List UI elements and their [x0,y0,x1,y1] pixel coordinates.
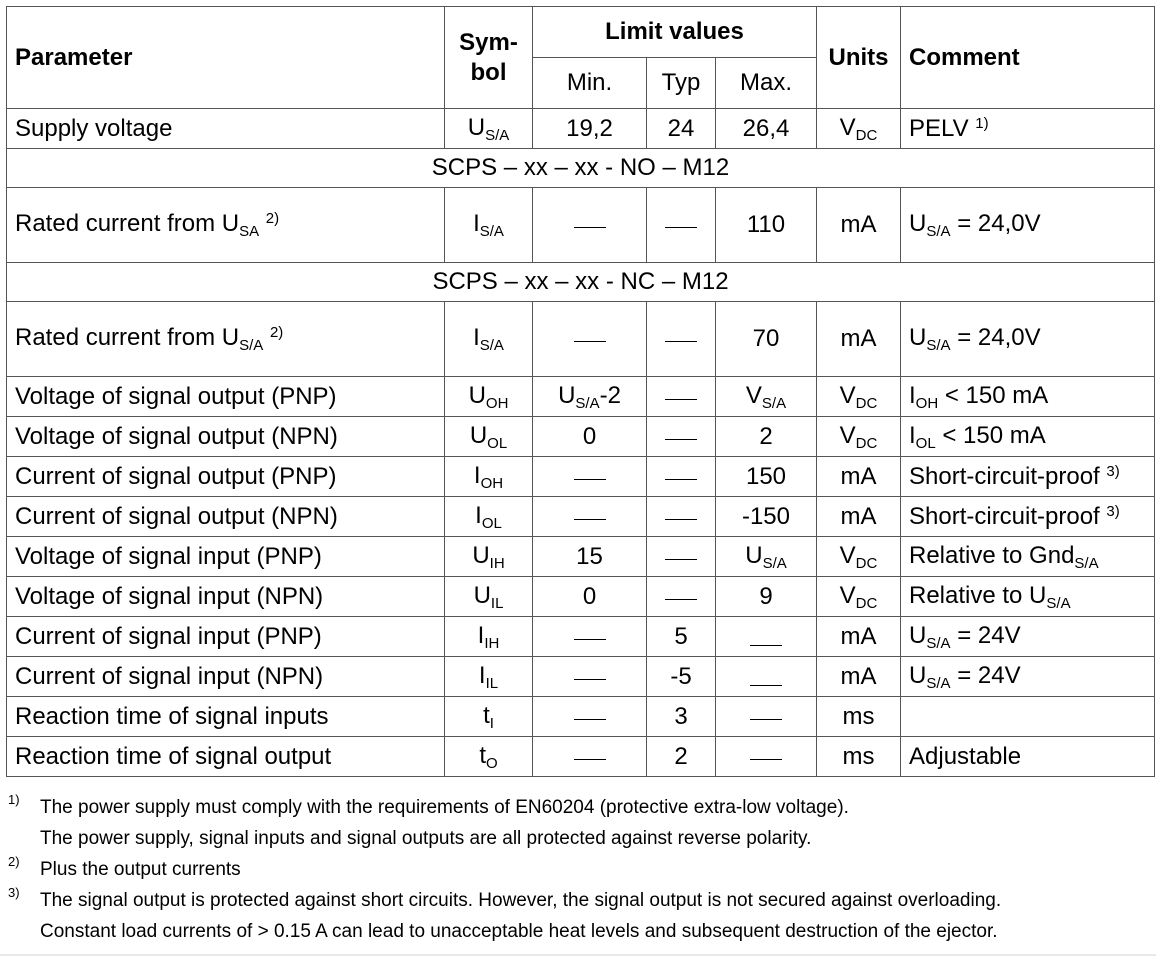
cell-units [817,302,901,377]
cell-typ [647,617,716,657]
cell-parameter [7,617,445,657]
cell-typ [647,737,716,777]
units-text: mA [840,211,877,238]
cell-typ [647,109,716,149]
dash-mark [574,341,606,342]
cell-min-text: 0 [582,582,597,610]
cell-max [716,657,817,697]
parameter-text: Rated current from U [15,324,240,351]
cell-parameter [7,657,445,697]
cell-units [817,537,901,577]
units-text: V [839,113,856,141]
section-row [7,263,1155,302]
dash-mark [665,399,697,400]
cell-min [533,737,647,777]
cell-typ [647,697,716,737]
units-text: mA [840,325,877,352]
table-row [7,497,1155,537]
units-subscript: DC [855,594,878,612]
table-row [7,617,1155,657]
units-text: mA [840,502,877,530]
cell-max-text: -150 [741,502,791,530]
cell-min [533,697,647,737]
cell-typ-text: 24 [667,114,695,142]
cell-symbol [445,737,533,777]
parameter-text: Current of signal output (NPN) [15,502,338,530]
cell-typ [647,657,716,697]
cell-comment [901,188,1155,263]
units-text: V [839,421,856,449]
table-row [7,737,1155,777]
parameter-text: Reaction time of signal output [15,742,332,770]
comment-suffix: = 24,0V [950,210,1041,237]
footnote-ref: 1) [975,114,989,132]
cell-min [533,497,647,537]
cell-symbol [445,617,533,657]
header-max: Max. [716,58,817,109]
units-text: V [839,381,856,409]
parameter-text: Voltage of signal input (NPN) [15,582,324,610]
dash-mark [750,759,782,760]
footnote-line: The power supply, signal inputs and signal outputs are all protected against reverse polarity. [40,828,812,849]
parameter-text: Reaction time of signal inputs [15,702,329,730]
footnote-line: The signal output is protected against short circuits. However, the signal output is not secured against overloading. [40,890,1002,911]
comment-text: U [909,661,927,689]
header-comment: Comment [901,7,1155,109]
cell-max [716,188,817,263]
comment-subscript: OL [915,434,936,452]
cell-max [716,497,817,537]
header-typ: Typ [647,58,716,109]
header-parameter: Parameter [7,7,445,109]
cell-parameter [7,109,445,149]
parameter-text: Voltage of signal output (PNP) [15,382,337,410]
cell-typ-text: -5 [670,662,692,690]
cell-symbol [445,188,533,263]
symbol-subscript: OL [487,434,508,452]
parameter-text: Voltage of signal input (PNP) [15,542,322,570]
comment-text: U [909,621,927,649]
footnote [6,792,1154,854]
comment-subscript: S/A [926,223,951,240]
units-text: mA [840,662,877,690]
cell-comment [901,302,1155,377]
symbol-text: t [483,701,490,729]
cell-units [817,109,901,149]
header-units: Units [817,7,901,109]
cell-typ [647,417,716,457]
cell-units [817,737,901,777]
table-row [7,697,1155,737]
cell-units [817,497,901,537]
symbol-text: I [475,501,482,529]
cell-max-text: 26,4 [742,114,790,142]
cell-min-text: 0 [582,422,597,450]
comment-text: Adjustable [909,742,1022,770]
symbol-subscript: OH [485,394,509,412]
comment-subscript: S/A [926,337,951,354]
cell-typ-text: 2 [674,742,688,770]
cell-comment [901,457,1155,497]
symbol-text: I [477,621,485,649]
cell-parameter [7,377,445,417]
cell-parameter [7,697,445,737]
cell-comment [901,577,1155,617]
cell-max-text: U [745,541,763,569]
cell-comment [901,109,1155,149]
units-text: ms [842,742,875,770]
units-text: mA [840,462,877,490]
symbol-subscript: IL [490,594,504,612]
dash-mark [665,519,697,520]
cell-parameter [7,302,445,377]
comment-text: Relative to Gnd [909,541,1075,569]
units-text: V [839,541,856,569]
cell-comment [901,697,1155,737]
table-row [7,188,1155,263]
comment-text: I [909,421,916,449]
footnote-number: 2) [8,854,20,869]
comment-subscript: S/A [1046,594,1071,612]
comment-suffix: < 150 mA [938,381,1049,409]
cell-max [716,737,817,777]
footnote-ref: 3) [1106,462,1120,480]
comment-text: Relative to U [909,581,1047,609]
dash-mark [574,519,606,520]
footnote-ref: 2) [265,210,280,227]
cell-max [716,577,817,617]
units-text: V [839,581,856,609]
cell-min [533,577,647,617]
comment-text: U [909,324,927,351]
cell-typ [647,377,716,417]
dash-mark [750,719,782,720]
cell-min-suffix: -2 [599,381,621,409]
table-row [7,377,1155,417]
cell-max-text: 150 [745,462,787,490]
table-row [7,457,1155,497]
units-subscript: DC [855,554,878,572]
comment-suffix: < 150 mA [935,421,1046,449]
cell-units [817,417,901,457]
cell-parameter [7,497,445,537]
dash-mark [750,645,782,646]
cell-symbol [445,577,533,617]
cell-min [533,109,647,149]
cell-max [716,537,817,577]
cell-symbol [445,457,533,497]
footnote-line: The power supply must comply with the requirements of EN60204 (protective extra-low voltage). [40,797,849,818]
cell-units [817,577,901,617]
footnote-line: Plus the output currents [40,859,241,880]
cell-min [533,302,647,377]
dash-mark [665,341,697,342]
cell-max [716,109,817,149]
section-row [7,149,1155,188]
comment-suffix: = 24V [950,661,1021,689]
cell-max-text: V [745,381,762,409]
dash-mark [665,599,697,600]
table-row [7,109,1155,149]
parameter-text: Current of signal output (PNP) [15,462,337,490]
cell-symbol [445,497,533,537]
table-row [7,657,1155,697]
cell-min [533,377,647,417]
symbol-subscript: OH [480,474,504,492]
parameter-text: Rated current from U [15,210,240,237]
cell-min [533,417,647,457]
parameter-text: Voltage of signal output (NPN) [15,422,338,450]
cell-comment [901,417,1155,457]
parameter-subscript: S/A [239,337,264,354]
parameter-text: Current of signal input (NPN) [15,662,324,690]
cell-typ-text: 3 [674,702,688,730]
cell-max-text: 70 [752,325,780,352]
cell-symbol [445,537,533,577]
cell-max [716,302,817,377]
cell-max [716,697,817,737]
cell-symbol [445,109,533,149]
cell-typ [647,188,716,263]
cell-symbol [445,657,533,697]
cell-typ [647,497,716,537]
cell-parameter [7,537,445,577]
cell-max-text: 2 [759,422,773,450]
cell-min [533,457,647,497]
cell-symbol [445,697,533,737]
specification-table [6,6,1155,777]
cell-comment [901,377,1155,417]
cell-max [716,377,817,417]
cell-units [817,457,901,497]
table-body [7,109,1155,777]
cell-comment [901,737,1155,777]
cell-min [533,188,647,263]
cell-typ [647,577,716,617]
table-row [7,537,1155,577]
units-text: ms [842,702,875,730]
cell-typ-text: 5 [674,622,688,650]
units-subscript: DC [855,394,878,412]
dash-mark [574,227,606,228]
footnote-ref: 2) [269,324,284,341]
table-row [7,577,1155,617]
symbol-subscript: S/A [485,126,510,144]
cell-min [533,617,647,657]
cell-parameter [7,737,445,777]
comment-subscript: OH [915,394,939,412]
symbol-text: I [473,210,480,237]
comment-text: PELV [909,114,969,142]
comment-text: I [909,381,916,409]
dash-mark [665,227,697,228]
cell-typ [647,457,716,497]
cell-symbol [445,302,533,377]
cell-min-text: 15 [576,542,603,570]
cell-units [817,657,901,697]
symbol-text: I [478,661,486,689]
comment-subscript: S/A [1074,554,1099,572]
cell-units [817,617,901,657]
cell-min [533,657,647,697]
bottom-divider [0,954,1156,956]
cell-comment [901,497,1155,537]
cell-min-text: U [558,381,576,409]
symbol-subscript: S/A [479,337,504,354]
footnote-number: 3) [8,885,20,900]
footnote [6,854,1154,885]
footnote-number: 1) [8,792,20,807]
dash-mark [574,479,606,480]
parameter-text: Current of signal input (PNP) [15,622,322,650]
symbol-subscript: IL [485,674,499,692]
symbol-subscript: O [486,754,498,772]
comment-text: Short-circuit-proof [909,462,1100,490]
comment-text: U [909,210,927,237]
symbol-subscript: OL [481,514,502,532]
comment-suffix: = 24V [950,621,1021,649]
dash-mark [750,685,782,686]
units-subscript: DC [855,126,878,144]
footnotes [6,792,1154,947]
symbol-subscript: S/A [479,223,504,240]
cell-parameter [7,577,445,617]
dash-mark [574,719,606,720]
cell-parameter [7,457,445,497]
symbol-text: I [473,324,480,351]
symbol-text: I [473,461,481,489]
dash-mark [574,679,606,680]
cell-max [716,617,817,657]
comment-suffix: = 24,0V [950,324,1041,351]
symbol-text: U [472,541,490,569]
cell-symbol [445,377,533,417]
section-label: SCPS – xx – xx - NC – M12 [7,263,1155,302]
table-row [7,417,1155,457]
header-limit-values: Limit values [533,7,817,58]
cell-max [716,417,817,457]
header-symbol [445,7,533,109]
dash-mark [574,759,606,760]
parameter-text: Supply voltage [15,114,173,142]
dash-mark [665,559,697,560]
header-min: Min. [533,58,647,109]
footnote-ref: 3) [1106,502,1120,520]
units-text: mA [840,622,877,650]
symbol-text: t [479,741,486,769]
symbol-subscript: IH [484,634,500,652]
symbol-text: U [467,113,486,141]
cell-max-subscript: S/A [761,394,787,412]
cell-max-text: 110 [746,211,786,238]
cell-comment [901,657,1155,697]
symbol-subscript: IH [489,554,505,572]
cell-max-subscript: S/A [762,554,787,572]
cell-units [817,188,901,263]
cell-comment [901,537,1155,577]
symbol-text: U [469,421,488,449]
cell-min [533,537,647,577]
cell-typ [647,537,716,577]
cell-symbol [445,417,533,457]
cell-typ [647,302,716,377]
symbol-subscript: I [489,714,494,732]
symbol-text: U [468,381,486,409]
header-symbol-line2: bol [470,58,507,86]
cell-min-subscript: S/A [575,394,600,412]
section-label: SCPS – xx – xx - NO – M12 [7,149,1155,188]
comment-text: Short-circuit-proof [909,502,1100,530]
symbol-text: U [473,581,491,609]
comment-subscript: S/A [926,634,951,652]
footnote [6,885,1154,947]
cell-parameter [7,417,445,457]
cell-parameter [7,188,445,263]
cell-units [817,377,901,417]
cell-comment [901,617,1155,657]
table-row [7,302,1155,377]
cell-max [716,457,817,497]
parameter-subscript: SA [239,223,260,240]
footnote-line: Constant load currents of > 0.15 A can lead to unacceptable heat levels and subsequent destruction of the ejector. [40,921,998,942]
units-subscript: DC [855,434,878,452]
dash-mark [665,479,697,480]
comment-subscript: S/A [926,674,951,692]
header-symbol-line1: Sym- [459,28,518,56]
cell-units [817,697,901,737]
cell-max-text: 9 [759,582,773,610]
dash-mark [574,639,606,640]
dash-mark [665,439,697,440]
cell-min-text: 19,2 [566,114,613,142]
